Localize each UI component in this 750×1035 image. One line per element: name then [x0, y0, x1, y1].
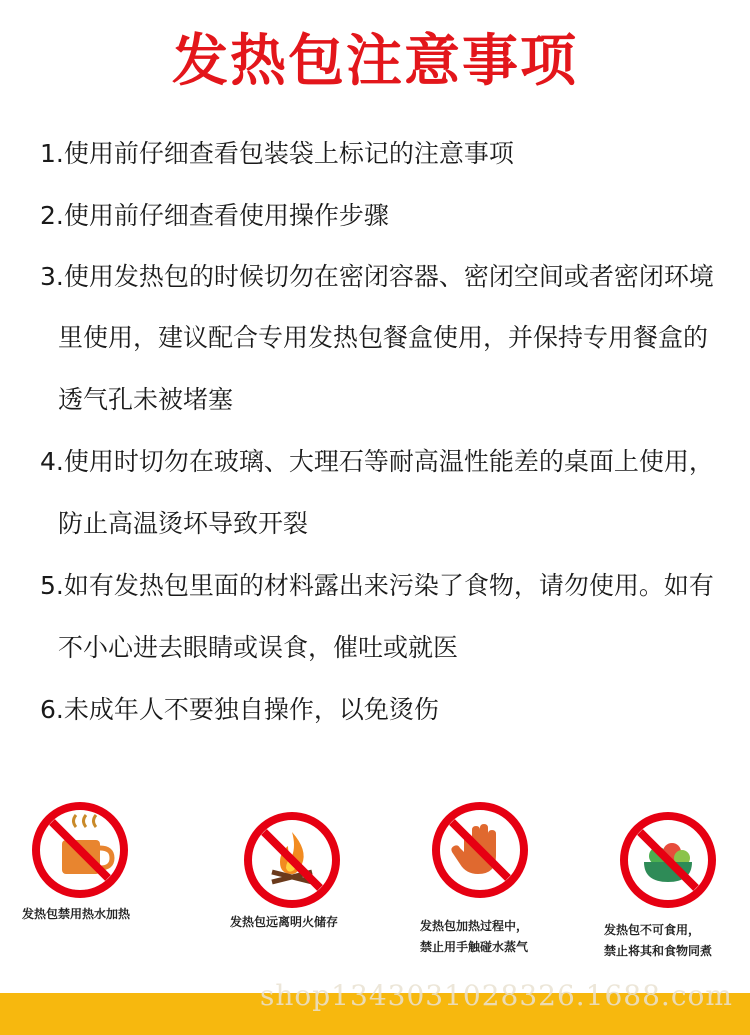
warning-card-hot-water [10, 790, 170, 980]
warning-card-not-edible [600, 790, 745, 980]
warning-card-open-fire [210, 790, 385, 980]
note-3-line-1: 3.使用发热包的时候切勿在密闭容器、密闭空间或者密闭环境 [40, 262, 714, 291]
hand-icon [430, 800, 530, 900]
note-4-line-2: 防止高温烫坏导致开裂 [58, 509, 309, 538]
caption-not-edible-line-2: 禁止将其和食物同煮 [604, 944, 713, 958]
caption-not-edible-line-1: 发热包不可食用， [604, 923, 701, 937]
hot-water-cup-icon [30, 800, 130, 900]
caption-hot-water: 发热包禁用热水加热 [22, 907, 131, 921]
warning-icons-row [0, 790, 750, 990]
note-4-line-1: 4.使用时切勿在玻璃、大理石等耐高温性能差的桌面上使用， [40, 447, 714, 476]
note-5-line-2: 不小心进去眼睛或误食，催吐或就医 [58, 633, 459, 662]
caption-open-fire: 发热包远离明火储存 [230, 915, 339, 929]
food-bowl-icon [618, 810, 718, 910]
caption-no-touch-line-1: 发热包加热过程中， [420, 919, 529, 933]
note-3-line-2: 里使用，建议配合专用发热包餐盒使用，并保持专用餐盒的 [58, 323, 709, 352]
note-1: 1.使用前仔细查看包装袋上标记的注意事项 [40, 139, 514, 168]
warning-card-no-touch [410, 790, 560, 980]
note-3-line-3: 透气孔未被堵塞 [58, 385, 234, 414]
shop-watermark: shop1343031028326.1688.com [260, 979, 733, 1012]
open-fire-icon [242, 810, 342, 910]
page-title: 发热包注意事项 [172, 29, 578, 94]
note-5-line-1: 5.如有发热包里面的材料露出来污染了食物，请勿使用。如有 [40, 571, 714, 600]
caption-no-touch-line-2: 禁止用手触碰水蒸气 [420, 940, 529, 954]
note-2: 2.使用前仔细查看使用操作步骤 [40, 201, 389, 230]
note-6: 6.未成年人不要独自操作，以免烫伤 [40, 695, 439, 724]
